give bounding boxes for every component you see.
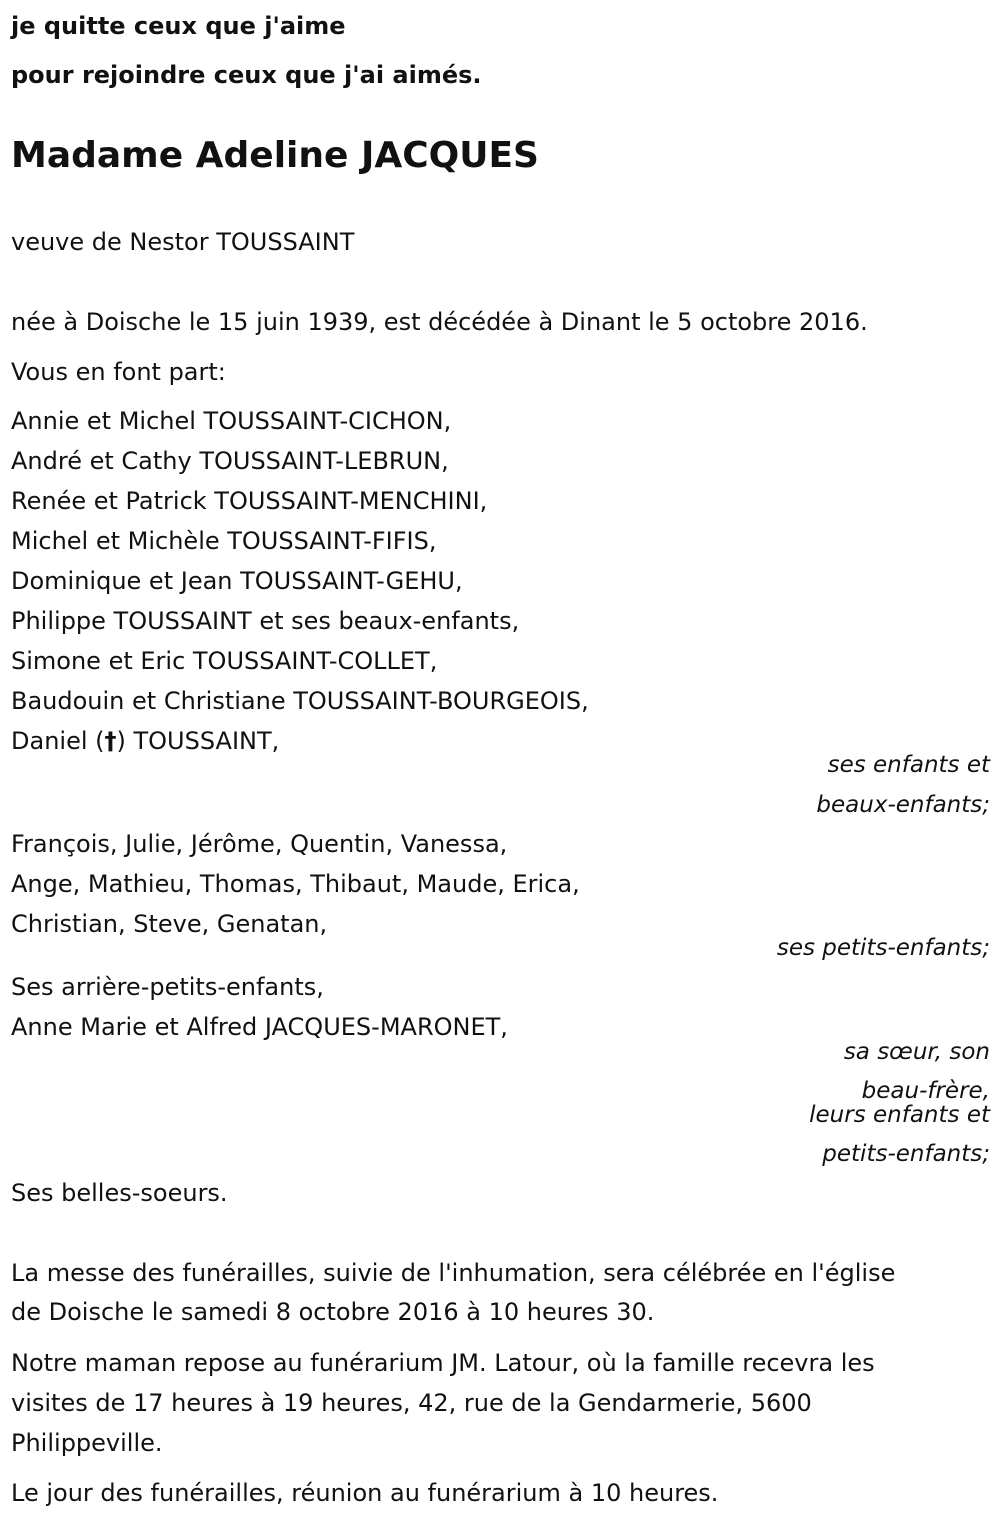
grandchildren-line: Ange, Mathieu, Thomas, Thibaut, Maude, Erica,	[11, 870, 580, 898]
widow-of: veuve de Nestor TOUSSAINT	[11, 228, 355, 256]
rest-line-1: Notre maman repose au funérarium JM. Latour, où la famille recevra les	[11, 1349, 875, 1377]
children-line: Dominique et Jean TOUSSAINT-GEHU,	[11, 567, 463, 595]
children-line-part: Daniel (	[11, 727, 105, 755]
great-grandchildren: Ses arrière-petits-enfants,	[11, 973, 324, 1001]
children-line: Philippe TOUSSAINT et ses beaux-enfants,	[11, 607, 520, 635]
children-line-deceased	[11, 726, 279, 756]
sibling-relation-line-4: petits-enfants;	[822, 1141, 990, 1167]
children-line: Baudouin et Christiane TOUSSAINT-BOURGEOIS,	[11, 687, 589, 715]
mass-line-1: La messe des funérailles, suivie de l'inhumation, sera célébrée en l'église	[11, 1259, 896, 1287]
rest-line-2: visites de 17 heures à 19 heures, 42, rue de la Gendarmerie, 5600	[11, 1389, 812, 1417]
cross-icon: †	[104, 727, 117, 755]
children-relation-line-1: ses enfants et	[827, 752, 990, 778]
children-line: Annie et Michel TOUSSAINT-CICHON,	[11, 407, 452, 435]
birth-death-line: née à Doische le 15 juin 1939, est décédée à Dinant le 5 octobre 2016.	[11, 308, 868, 336]
grandchildren-line: Christian, Steve, Genatan,	[11, 910, 328, 938]
children-line: Renée et Patrick TOUSSAINT-MENCHINI,	[11, 487, 488, 515]
epigraph-line-2: pour rejoindre ceux que j'ai aimés.	[11, 61, 482, 89]
children-line-part: ) TOUSSAINT,	[116, 727, 280, 755]
children-relation-line-2: beaux-enfants;	[816, 792, 990, 818]
epigraph-line-1: je quitte ceux que j'aime	[11, 12, 346, 40]
sisters-in-law: Ses belles-soeurs.	[11, 1179, 228, 1207]
sibling-relation-line-2: beau-frère,	[861, 1078, 990, 1104]
children-line: Michel et Michèle TOUSSAINT-FIFIS,	[11, 527, 437, 555]
rest-line-3: Philippeville.	[11, 1429, 163, 1457]
children-line: Simone et Eric TOUSSAINT-COLLET,	[11, 647, 438, 675]
meeting-line: Le jour des funérailles, réunion au funérarium à 10 heures.	[11, 1479, 719, 1507]
grandchildren-relation: ses petits-enfants;	[776, 935, 990, 961]
deceased-name: Madame Adeline JACQUES	[11, 135, 539, 176]
sibling-relation-line-3: leurs enfants et	[809, 1102, 990, 1128]
announcement-intro: Vous en font part:	[11, 358, 226, 386]
sibling-relation-line-1: sa sœur, son	[843, 1039, 990, 1065]
children-line: André et Cathy TOUSSAINT-LEBRUN,	[11, 447, 449, 475]
mass-line-2: de Doische le samedi 8 octobre 2016 à 10 heures 30.	[11, 1298, 655, 1326]
sibling-names: Anne Marie et Alfred JACQUES-MARONET,	[11, 1013, 508, 1041]
grandchildren-line: François, Julie, Jérôme, Quentin, Vanessa,	[11, 830, 508, 858]
